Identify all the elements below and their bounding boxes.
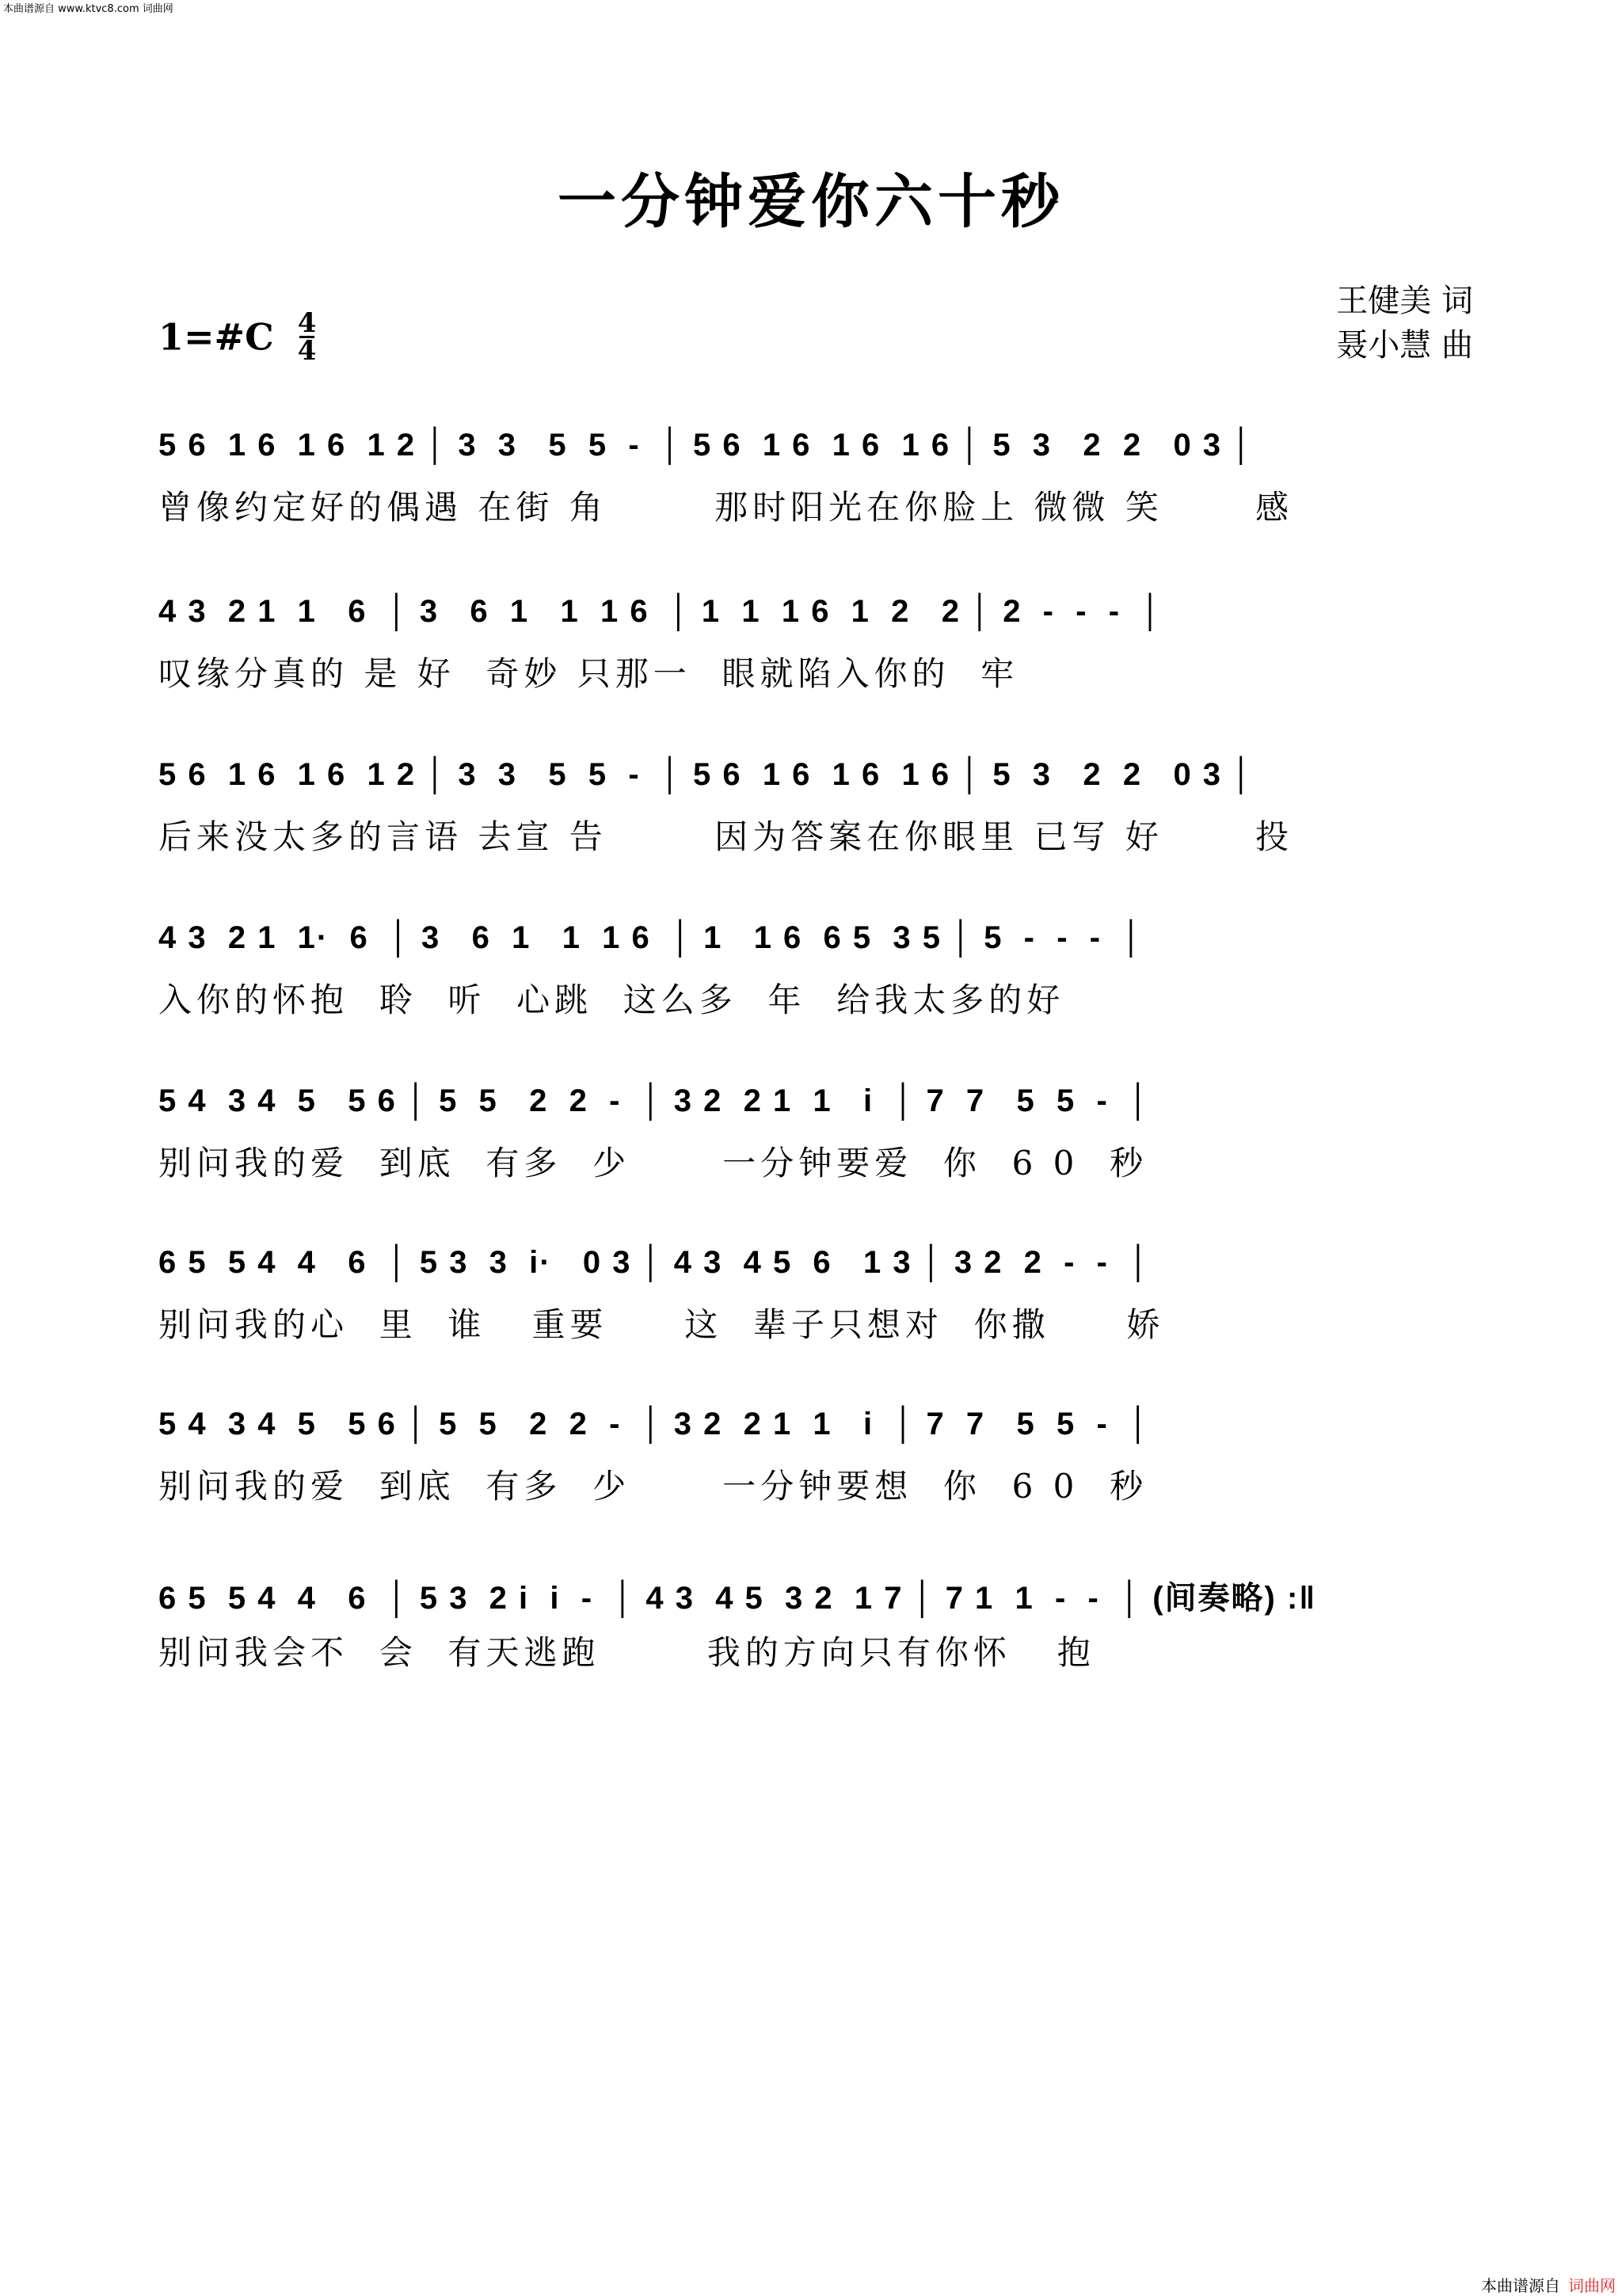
time-signature-top: 4 (297, 307, 317, 339)
lyricist-credit: 王健美 词 (1336, 283, 1473, 319)
lyrics-row-4: 入你的怀抱 聆 听 心跳 这么多 年 给我太多的好 (158, 980, 1065, 1019)
lyrics-row-8: 别问我会不 会 有天逃跑 我的方向只有你怀 抱 (158, 1633, 1095, 1672)
lyrics-row-1: 曾像约定好的偶遇 在街 角 那时阳光在你脸上 微微 笑 感 (158, 488, 1293, 527)
notes-row-4: 4 3 2 1 1· 6 │ 3 6 1 1 1 6 │ 1 1 6 6 5 3 5 │ 5 - - - │ (158, 920, 1144, 955)
watermark-top: 本曲谱源自 www.ktvc8.com 词曲网 (3, 3, 173, 15)
notes-row-8: 6 5 5 4 4 6 │ 5 3 2 i i - │ 4 3 4 5 3 2 1 7 │ 7 1 1 - - │ (间奏略) :‖ (158, 1581, 1317, 1616)
notes-row-7: 5 4 3 4 5 5 6 │ 5 5 2 2 - │ 3 2 2 1 1 i │ 7 7 5 5 - │ (158, 1407, 1151, 1441)
notes-row-5: 5 4 3 4 5 5 6 │ 5 5 2 2 - │ 3 2 2 1 1 i │ 7 7 5 5 - │ (158, 1083, 1151, 1118)
lyrics-row-7: 别问我的爱 到底 有多 少 一分钟要想 你 6 0 秒 (158, 1467, 1148, 1506)
key-signature (158, 307, 317, 367)
lyrics-row-3: 后来没太多的言语 去宣 告 因为答案在你眼里 已写 好 投 (158, 817, 1293, 856)
lyrics-row-5: 别问我的爱 到底 有多 少 一分钟要爱 你 6 0 秒 (158, 1144, 1148, 1182)
key-label: 1=#C (158, 315, 274, 359)
page-title: 一分钟爱你六十秒 (558, 168, 1064, 236)
footer-watermark (1481, 2273, 1616, 2296)
time-signature (297, 307, 317, 367)
footer-brand: 词曲网 (1568, 2276, 1616, 2295)
footer-text: 本曲谱源自 (1481, 2276, 1560, 2295)
notes-row-6: 6 5 5 4 4 6 │ 5 3 3 i· 0 3 │ 4 3 4 5 6 1 3 │ 3 2 2 - - │ (158, 1245, 1152, 1280)
composer-credit: 聂小慧 曲 (1336, 327, 1473, 364)
notes-row-2: 4 3 2 1 1 6 │ 3 6 1 1 1 6 │ 1 1 1 6 1 2 2 │ 2 - - - │ (158, 594, 1163, 629)
credits (1336, 279, 1473, 367)
notes-row-3: 5 6 1 6 1 6 1 2 │ 3 3 5 5 - │ 5 6 1 6 1 6 1 6 │ 5 3 2 2 0 3 │ (158, 757, 1255, 792)
notes-row-1: 5 6 1 6 1 6 1 2 │ 3 3 5 5 - │ 5 6 1 6 1 6 1 6 │ 5 3 2 2 0 3 │ (158, 428, 1255, 463)
lyrics-row-2: 叹缘分真的 是 好 奇妙 只那一 眼就陷入你的 牢 (158, 654, 1019, 693)
lyrics-row-6: 别问我的心 里 谁 重要 这 辈子只想对 你撒 娇 (158, 1305, 1165, 1344)
time-signature-bottom: 4 (297, 335, 317, 367)
